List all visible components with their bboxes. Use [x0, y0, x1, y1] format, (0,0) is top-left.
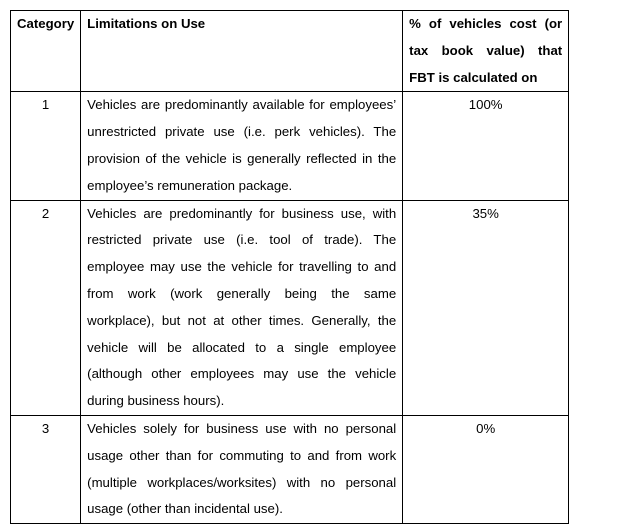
category-cell: 2: [11, 200, 81, 415]
fbt-category-table: [10, 10, 569, 524]
limitations-cell: Vehicles are predominantly available for employees’ unrestricted private use (i.e. perk vehicles). The provision of the vehicle is generally reflected in the employee’s remuneration package.: [81, 92, 403, 200]
table-header-row: [11, 11, 569, 92]
header-limitations: Limitations on Use: [81, 11, 403, 92]
category-cell: 3: [11, 415, 81, 523]
header-percentage: % of vehicles cost (or tax book value) that FBT is calculated on: [403, 11, 569, 92]
table-row: [11, 200, 569, 415]
table-row: [11, 92, 569, 200]
table-row: [11, 415, 569, 523]
limitations-cell: Vehicles solely for business use with no personal usage other than for commuting to and from work (multiple workplaces/worksites) with no personal usage (other than incidental use).: [81, 415, 403, 523]
limitations-cell: Vehicles are predominantly for business use, with restricted private use (i.e. tool of trade). The employee may use the vehicle for travelling to and from work (work generally being the same workplace), but not at other times. Generally, the vehicle will be allocated to a single employee (although other employees may use the vehicle during business hours).: [81, 200, 403, 415]
category-cell: 1: [11, 92, 81, 200]
header-category: Category: [11, 11, 81, 92]
percentage-cell: 0%: [403, 415, 569, 523]
percentage-cell: 35%: [403, 200, 569, 415]
percentage-cell: 100%: [403, 92, 569, 200]
